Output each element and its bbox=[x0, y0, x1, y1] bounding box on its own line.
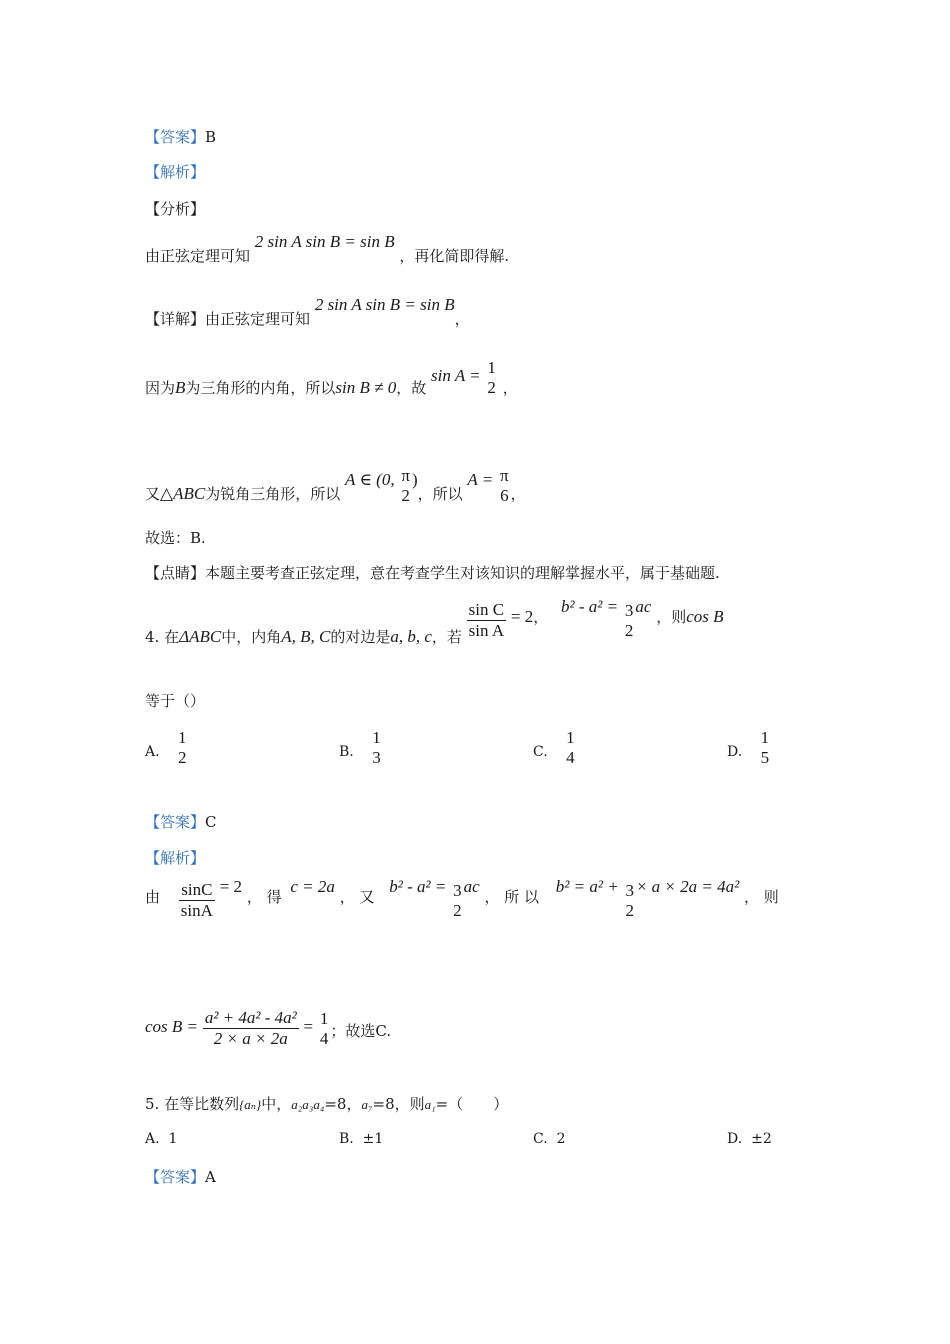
q4-sol-ratio-num: sinC bbox=[179, 880, 215, 901]
acute-a-eq: A = bbox=[467, 470, 494, 489]
q4-cos-eq: = bbox=[303, 1017, 314, 1036]
q4-option-a-label: A. bbox=[145, 744, 160, 760]
q4-text-b: 中，内角 bbox=[221, 628, 282, 646]
acute-pi-sixth-den: 6 bbox=[500, 486, 509, 505]
q5-ask: a₁ bbox=[424, 1097, 436, 1112]
q4-angles: A, B, C bbox=[281, 627, 331, 646]
comment-text: 本题主要考查正弦定理，意在考查学生对该知识的理解掌握水平，属于基础题. bbox=[205, 564, 720, 582]
acute-interval: A ∈ (0, bbox=[345, 470, 395, 489]
q4-option-c-den: 4 bbox=[566, 748, 575, 767]
q4-option-d-label: D. bbox=[727, 744, 743, 760]
q4-sol-ratio-den: sinA bbox=[180, 901, 213, 920]
q4-sol-eq3-left: b² = a² + bbox=[555, 877, 619, 896]
acute-pi-half-num: π bbox=[401, 466, 410, 485]
q4-eq2-den: 2 bbox=[624, 621, 634, 640]
q4-sol-you: 由 bbox=[145, 888, 161, 906]
q4-option-a-num: 1 bbox=[178, 728, 187, 747]
q4-option-a[interactable] bbox=[145, 728, 189, 768]
q4-answer-tag: 【答案】 bbox=[145, 813, 206, 831]
fenxi-equation: 2 sin A sin B = sin B bbox=[254, 232, 395, 251]
q4-sin-ratio-den: sin A bbox=[468, 621, 505, 640]
acute-text-a: 又 bbox=[145, 485, 161, 503]
q4-option-d[interactable] bbox=[727, 728, 771, 768]
q5-answer-tag: 【答案】 bbox=[145, 1168, 206, 1186]
q4-cos-result bbox=[318, 1009, 331, 1049]
q4-cos-result-num: 1 bbox=[319, 1009, 329, 1028]
q4-sol-eq3-den: 2 bbox=[625, 901, 634, 920]
q4-option-b-den: 3 bbox=[372, 748, 381, 767]
answer-value: B bbox=[205, 128, 217, 146]
acute-pi-half bbox=[399, 466, 412, 506]
q4-eq2-left: b² - a² = bbox=[561, 597, 619, 616]
q4-sol-eq2-den: 2 bbox=[453, 901, 462, 920]
q4-option-c-num: 1 bbox=[566, 728, 575, 747]
detail-equation: 2 sin A sin B = sin B bbox=[314, 295, 455, 314]
q4-cosb-line bbox=[145, 1008, 391, 1058]
q4-sol-eq3-num: 3 bbox=[625, 881, 634, 900]
q4-option-c-label: C. bbox=[533, 744, 548, 760]
q4-option-b-num: 1 bbox=[372, 728, 381, 747]
acute-text-c: 为锐角三角形，所以 bbox=[205, 485, 341, 503]
q5-cond2: a₇ bbox=[361, 1097, 373, 1112]
q5-text-a: 5. 在等比数列 bbox=[145, 1095, 240, 1113]
acute-line: 又△ABC为锐角三角形，所以 A ∈ (0, π 2 )，所以 A = π 6 ， bbox=[145, 466, 526, 505]
q4-eq-two: = 2 bbox=[510, 607, 534, 626]
q4-eq2-frac bbox=[623, 601, 636, 641]
q4-option-c-frac bbox=[564, 728, 577, 768]
answer-tag: 【答案】 bbox=[145, 128, 206, 146]
q4-text-c: 的对边是 bbox=[330, 628, 391, 646]
q4-cos-frac-num: a² + 4a² - 4a² bbox=[204, 1008, 297, 1027]
reason-line: 因为B为三角形的内角，所以sin B ≠ 0，故 sin A = 1 2 ， bbox=[145, 358, 518, 397]
q5-option-c-label: C. bbox=[533, 1131, 548, 1147]
detail-text: 由正弦定理可知 bbox=[205, 310, 311, 328]
analysis-heading-1 bbox=[145, 162, 205, 182]
q4-analysis-tag: 【解析】 bbox=[145, 849, 206, 867]
q5-option-c-value: 2 bbox=[556, 1131, 566, 1147]
q4-answer-line bbox=[145, 812, 217, 832]
q4-eq2-num: 3 bbox=[624, 601, 634, 620]
reason-var-b: B bbox=[175, 378, 186, 397]
choose-line-1 bbox=[145, 528, 206, 548]
q4-option-d-den: 5 bbox=[760, 748, 770, 767]
q4-sol-de: ， 得 bbox=[246, 888, 282, 906]
q4-cosb: cos B bbox=[686, 607, 724, 626]
q5-cond1-val: =8， bbox=[324, 1095, 362, 1113]
q5-option-b[interactable] bbox=[339, 1131, 383, 1147]
q5-option-a[interactable] bbox=[145, 1131, 177, 1147]
q4-stem-tail bbox=[145, 691, 205, 711]
q4-sol-you2: ， 又 bbox=[339, 888, 375, 906]
q4-sol-eq2-num: 3 bbox=[453, 881, 462, 900]
q4-sol-eq3-right: × a × 2a = 4a² bbox=[635, 877, 740, 896]
q5-cond1: a₂a₃a₄ bbox=[291, 1097, 325, 1112]
q4-eq2-right: ac bbox=[635, 597, 652, 616]
q4-sol-ze: ， 则 bbox=[744, 888, 779, 906]
q5-ask-end: =（ ） bbox=[435, 1095, 509, 1113]
q4-sol-ratio bbox=[179, 880, 215, 921]
q5-seq: {aₙ} bbox=[239, 1097, 262, 1112]
q5-text-b: 中， bbox=[261, 1095, 292, 1113]
q4-sol-eq2-frac bbox=[451, 881, 464, 921]
analysis-tag: 【解析】 bbox=[145, 163, 206, 181]
q4-option-d-num: 1 bbox=[760, 728, 770, 747]
reason-text-e: ，故 bbox=[396, 379, 427, 397]
q4-option-c[interactable] bbox=[533, 728, 577, 768]
acute-triangle: △ABC bbox=[160, 484, 206, 503]
q4-answer-value: C bbox=[205, 813, 217, 831]
fenxi-text-after: ，再化简即得解. bbox=[399, 247, 510, 265]
reason-fraction-num: 1 bbox=[487, 358, 496, 377]
q5-option-b-value: ±1 bbox=[362, 1131, 384, 1147]
q5-option-a-label: A. bbox=[145, 1131, 160, 1147]
q4-option-b-label: B. bbox=[339, 744, 354, 760]
q4-text-g: 等于（） bbox=[145, 692, 206, 710]
q4-sin-ratio bbox=[467, 600, 506, 641]
comment-line bbox=[145, 563, 720, 583]
answer-line-1 bbox=[145, 127, 216, 147]
q4-text-e: ， bbox=[533, 608, 549, 626]
choose-text-1: 故选：B. bbox=[145, 529, 206, 547]
q4-text-d: ，若 bbox=[431, 628, 462, 646]
fenxi-tag: 【分析】 bbox=[145, 200, 206, 218]
q5-option-d[interactable] bbox=[727, 1131, 772, 1147]
q4-text-a: 4. 在 bbox=[145, 628, 180, 646]
q4-cos-end: ；故选C. bbox=[330, 1022, 392, 1040]
comment-tag: 【点睛】 bbox=[145, 564, 206, 582]
detail-tag: 【详解】 bbox=[145, 310, 206, 328]
q5-option-c[interactable] bbox=[533, 1131, 566, 1147]
detail-line: 【详解】由正弦定理可知 2 sin A sin B = sin B， bbox=[145, 295, 470, 328]
q5-option-d-label: D. bbox=[727, 1131, 743, 1147]
fenxi-heading bbox=[145, 199, 205, 219]
q4-sol-eq2-right: ac bbox=[463, 877, 480, 896]
q5-answer-value: A bbox=[205, 1168, 216, 1186]
q4-sin-ratio-num: sin C bbox=[468, 600, 505, 619]
q4-cos-left: cos B = bbox=[145, 1017, 199, 1036]
q4-sides: a, b, c bbox=[390, 627, 432, 646]
reason-fraction bbox=[485, 358, 498, 398]
q4-triangle: ΔABC bbox=[179, 627, 222, 646]
q4-option-d-frac bbox=[759, 728, 772, 768]
q4-option-b[interactable] bbox=[339, 728, 383, 768]
fenxi-text-before: 由正弦定理可知 bbox=[145, 247, 251, 265]
acute-pi-sixth bbox=[498, 466, 511, 506]
question-4-stem bbox=[145, 597, 724, 650]
q4-solution-line-1 bbox=[145, 877, 779, 930]
q4-cos-result-den: 4 bbox=[319, 1029, 329, 1048]
q4-text-f: ，则 bbox=[656, 608, 687, 626]
q5-option-a-value: 1 bbox=[168, 1131, 178, 1147]
q5-answer-line bbox=[145, 1167, 216, 1187]
q4-option-a-frac bbox=[176, 728, 189, 768]
reason-fraction-den: 2 bbox=[487, 378, 496, 397]
acute-close: ) bbox=[411, 470, 418, 489]
q5-option-d-value: ±2 bbox=[751, 1131, 772, 1147]
q5-cond2-val: =8，则 bbox=[372, 1095, 425, 1113]
fenxi-line bbox=[145, 232, 510, 266]
reason-sina: sin A = bbox=[431, 366, 481, 385]
q4-option-a-den: 2 bbox=[178, 748, 187, 767]
q4-sol-c2a: c = 2a bbox=[290, 877, 335, 896]
question-5-stem bbox=[145, 1094, 508, 1115]
reason-sinb: sin B ≠ 0 bbox=[335, 378, 397, 397]
q4-cos-frac-den: 2 × a × 2a bbox=[213, 1029, 288, 1048]
acute-pi-sixth-num: π bbox=[500, 466, 509, 485]
q4-sol-eq: = 2 bbox=[219, 877, 243, 896]
q5-option-b-label: B. bbox=[339, 1131, 354, 1147]
acute-pi-half-den: 2 bbox=[401, 486, 410, 505]
reason-text-c: 为三角形的内角，所以 bbox=[185, 379, 336, 397]
q4-sol-suoyi: ， 所 以 bbox=[484, 888, 539, 906]
q4-sol-eq2-left: b² - a² = bbox=[389, 877, 447, 896]
q4-option-b-frac bbox=[370, 728, 383, 768]
reason-text-a: 因为 bbox=[145, 379, 176, 397]
acute-text-d: ，所以 bbox=[417, 485, 463, 503]
q4-sol-eq3-frac bbox=[623, 881, 636, 921]
q4-cos-frac bbox=[203, 1008, 299, 1049]
q4-analysis-heading bbox=[145, 848, 205, 868]
